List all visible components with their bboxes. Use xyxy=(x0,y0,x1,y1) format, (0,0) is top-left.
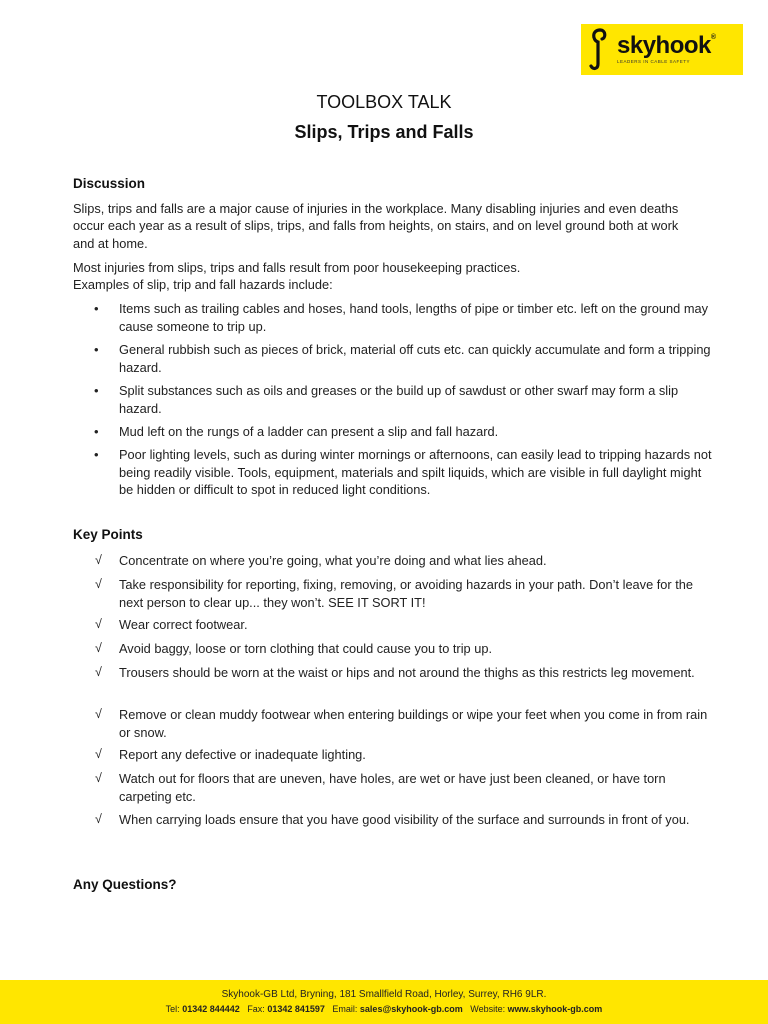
check-icon: √ xyxy=(95,771,102,785)
fax-label: Fax: xyxy=(247,1004,265,1014)
check-icon: √ xyxy=(95,553,102,567)
bullet-icon: • xyxy=(94,424,99,439)
list-item xyxy=(0,706,719,741)
discussion-paragraph-3: Examples of slip, trip and fall hazards include: xyxy=(73,277,333,292)
list-item-text: General rubbish such as pieces of brick, material off cuts etc. can quickly accumulate and form a tripping hazard. xyxy=(119,342,711,375)
list-item-text: Trousers should be worn at the waist or hips and not around the thighs as this restricts leg movement. xyxy=(119,665,695,680)
discussion-paragraph-1: Slips, trips and falls are a major cause of injuries in the workplace. Many disabling injuries and even deaths occur each year as a result of slips, trips, and falls from heights, on stairs, and on level ground both at work and at home. xyxy=(73,201,679,251)
bullet-icon: • xyxy=(94,342,99,357)
check-icon: √ xyxy=(95,577,102,591)
skyhook-logo xyxy=(581,24,743,75)
list-item-text: Split substances such as oils and greases or the build up of sawdust or other swarf may form a slip hazard. xyxy=(119,383,679,416)
logo-text xyxy=(617,34,716,65)
list-item xyxy=(0,552,719,570)
list-item-text: Watch out for floors that are uneven, have holes, are wet or have just been cleaned, or have torn carpeting etc. xyxy=(119,771,666,804)
check-icon: √ xyxy=(95,707,102,721)
list-item-text: Wear correct footwear. xyxy=(119,617,248,632)
bullet-icon: • xyxy=(94,447,99,462)
list-item xyxy=(0,300,719,335)
list-item xyxy=(0,770,719,805)
list-item xyxy=(0,576,719,611)
list-item-text: Report any defective or inadequate lighting. xyxy=(119,747,366,762)
check-icon: √ xyxy=(95,747,102,761)
list-item xyxy=(0,811,719,829)
list-item-text: Items such as trailing cables and hoses, hand tools, lengths of pipe or timber etc. left on the ground may cause someone to trip up. xyxy=(119,301,708,334)
list-item-text: When carrying loads ensure that you have good visibility of the surface and surrounds in front of you. xyxy=(119,812,690,827)
list-item xyxy=(0,640,719,658)
check-icon: √ xyxy=(95,665,102,679)
logo-word: skyhook® xyxy=(617,32,716,60)
tel-label: Tel: xyxy=(165,1004,180,1014)
tel-number: 01342 844442 xyxy=(182,1004,240,1014)
list-item xyxy=(0,341,719,376)
list-item xyxy=(0,746,719,764)
check-icon: √ xyxy=(95,641,102,655)
key-points-heading: Key Points xyxy=(73,527,143,542)
email-link[interactable]: sales@skyhook-gb.com xyxy=(359,1004,463,1014)
fax-number: 01342 841597 xyxy=(267,1004,325,1014)
website-link[interactable]: www.skyhook-gb.com xyxy=(507,1004,603,1014)
footer-address: Skyhook-GB Ltd, Bryning, 181 Smallfield Road, Horley, Surrey, RH6 9LR. xyxy=(221,989,547,1000)
footer xyxy=(0,980,768,1024)
list-item xyxy=(0,382,719,417)
check-icon: √ xyxy=(95,617,102,631)
discussion-heading: Discussion xyxy=(73,176,146,191)
doc-title: TOOLBOX TALK xyxy=(316,92,452,112)
bullet-icon: • xyxy=(94,301,99,316)
list-item-text: Mud left on the rungs of a ladder can present a slip and fall hazard. xyxy=(119,424,499,439)
footer-contacts xyxy=(0,1004,768,1014)
logo-tagline: LEADERS IN CABLE SAFETY xyxy=(617,59,691,65)
list-item xyxy=(0,664,719,682)
discussion-paragraph-2: Most injuries from slips, trips and falls result from poor housekeeping practices. xyxy=(73,260,521,275)
list-item-text: Remove or clean muddy footwear when entering buildings or wipe your feet when you come in from rain or snow. xyxy=(119,707,708,740)
list-item xyxy=(0,423,719,441)
list-item xyxy=(0,616,719,634)
list-item xyxy=(0,446,719,499)
web-label: Website: xyxy=(470,1004,506,1014)
list-item-text: Concentrate on where you’re going, what you’re doing and what lies ahead. xyxy=(119,553,547,568)
doc-subtitle: Slips, Trips and Falls xyxy=(294,122,474,142)
hook-icon xyxy=(583,24,613,75)
list-item-text: Avoid baggy, loose or torn clothing that could cause you to trip up. xyxy=(119,641,493,656)
questions-heading: Any Questions? xyxy=(73,877,177,892)
list-item-text: Poor lighting levels, such as during winter mornings or afternoons, can easily lead to tripping hazards not being readily visible. Tools, equipment, materials and spilt liquids, which are visible in full daylight might be hidden or difficult to spot in reduced light conditions. xyxy=(119,447,712,497)
bullet-icon: • xyxy=(94,383,99,398)
email-label: Email: xyxy=(332,1004,358,1014)
list-item-text: Take responsibility for reporting, fixing, removing, or avoiding hazards in your path. Don’t leave for the next person to clear up... they won’t. SEE IT SORT IT! xyxy=(119,577,694,610)
check-icon: √ xyxy=(95,812,102,826)
